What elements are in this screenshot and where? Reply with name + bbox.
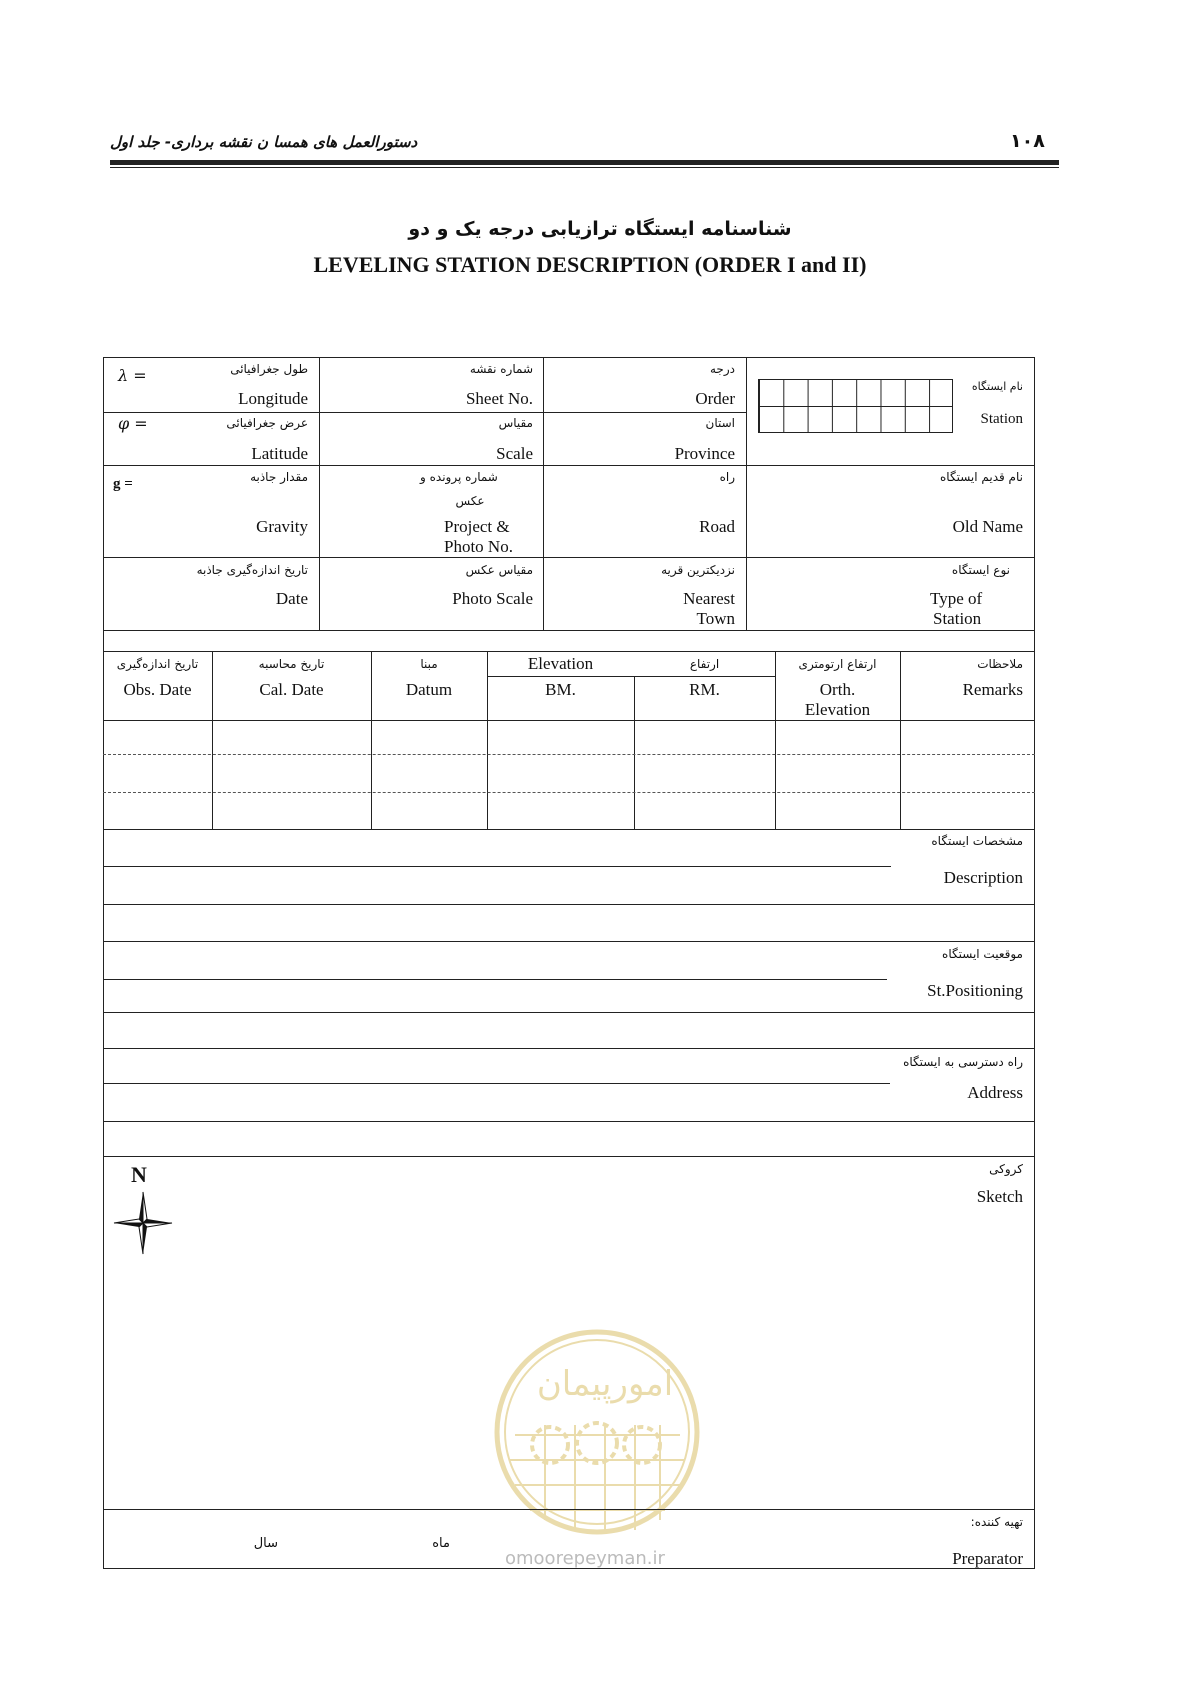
date-label: Date: [275, 589, 308, 608]
col-datum: Datum: [405, 680, 453, 699]
station-label: Station: [980, 411, 1023, 427]
north-label: N: [131, 1162, 147, 1187]
address-label: Address: [967, 1083, 1023, 1102]
col-orth-fa: ارتفاع ارتومتری: [798, 657, 877, 671]
type-label-2: Station: [933, 609, 982, 628]
project-label-1: Project &: [444, 517, 510, 536]
photoscale-label-fa: مقیاس عکس: [465, 563, 533, 577]
scale-label-fa: مقیاس: [498, 416, 533, 430]
g-label: g =: [113, 476, 133, 492]
town-label-fa: نزدیکترین قریه: [661, 563, 735, 577]
watermark-logo-text: امورپیمان: [536, 1364, 674, 1404]
province-label-fa: استان: [705, 416, 735, 430]
order-label-fa: درجه: [710, 362, 735, 376]
date-label-fa: تاریخ اندازه‌گیری جاذبه: [196, 563, 308, 577]
longitude-label: Longitude: [238, 389, 308, 408]
scale-label: Scale: [496, 444, 533, 463]
title-en: LEVELING STATION DESCRIPTION (ORDER I and II): [313, 252, 867, 277]
positioning-label-fa: موقعیت ایستگاه: [942, 947, 1023, 961]
latitude-label-fa: عرض جغرافیائی: [226, 416, 308, 430]
project-label-fa-2: عکس: [455, 494, 485, 508]
preparator-label-fa: تهیه کننده:: [970, 1515, 1023, 1529]
col-remarks: Remarks: [962, 680, 1023, 699]
watermark-logo-icon: [490, 1325, 705, 1540]
description-label: Description: [943, 868, 1023, 887]
project-label-fa-1: شماره پرونده و: [420, 470, 498, 484]
latitude-label: Latitude: [251, 444, 308, 463]
town-label-1: Nearest: [683, 589, 735, 608]
col-obsdate: Obs. Date: [123, 680, 192, 699]
watermark-url: omoorepeyman.ir: [505, 1548, 665, 1569]
phi-label: φ =: [118, 414, 148, 433]
town-label-2: Town: [696, 609, 735, 628]
year-label-fa: سال: [253, 1536, 278, 1551]
col-datum-fa: مبنا: [420, 657, 438, 671]
col-elevation-span: Elevation: [527, 654, 594, 673]
project-label-2: Photo No.: [444, 537, 513, 556]
col-rm: RM.: [689, 680, 720, 699]
oldname-label-fa: نام قدیم ایستگاه: [940, 470, 1023, 484]
sheet-label: Sheet No.: [465, 389, 533, 408]
description-label-fa: مشخصات ایستگاه: [931, 834, 1023, 848]
gravity-label-fa: مقدار جاذبه: [250, 470, 308, 484]
col-orth-2: Elevation: [804, 700, 871, 719]
header-rule-thin: [110, 167, 1059, 168]
page-number: ۱۰۸: [1010, 130, 1045, 152]
col-caldate: Cal. Date: [259, 680, 324, 699]
station-code-boxes[interactable]: [758, 379, 953, 433]
col-remarks-fa: ملاحظات: [977, 657, 1023, 671]
photoscale-label: Photo Scale: [452, 589, 533, 608]
gravity-label: Gravity: [256, 517, 308, 536]
month-label-fa: ماه: [432, 1536, 450, 1551]
positioning-label: St.Positioning: [927, 981, 1023, 1000]
type-label-fa: نوع ایستگاه: [951, 563, 1010, 577]
sheet-label-fa: شماره نقشه: [469, 362, 533, 376]
road-label-fa: راه: [719, 470, 735, 484]
sketch-label-fa: کروکی: [989, 1162, 1023, 1176]
preparator-label: Preparator: [952, 1549, 1023, 1568]
type-label-1: Type of: [930, 589, 983, 608]
running-title: دستورالعمل های همسا ن نقشه برداری- جلد اول: [110, 133, 418, 151]
header-rule-thick: [110, 160, 1059, 165]
col-obsdate-fa: تاریخ اندازه‌گیری: [116, 657, 199, 671]
road-label: Road: [699, 517, 735, 536]
oldname-label: Old Name: [952, 517, 1023, 536]
title-fa: شناسنامه ایستگاه ترازیابی درجه یک و دو: [408, 218, 792, 240]
col-caldate-fa: تاریخ محاسبه: [258, 657, 325, 671]
station-label-fa: نام ایستگاه: [971, 380, 1023, 393]
col-bm: BM.: [545, 680, 576, 699]
province-label: Province: [674, 444, 735, 463]
compass-rose-icon: [112, 1190, 174, 1256]
address-label-fa: راه دسترسی به ایستگاه: [903, 1055, 1023, 1069]
sketch-label: Sketch: [976, 1187, 1023, 1206]
col-orth-1: Orth.: [819, 680, 856, 699]
order-label: Order: [695, 389, 735, 408]
col-rm-fa: ارتفاع: [689, 657, 720, 671]
longitude-label-fa: طول جغرافیائی: [230, 362, 308, 376]
lambda-label: λ =: [118, 366, 147, 385]
